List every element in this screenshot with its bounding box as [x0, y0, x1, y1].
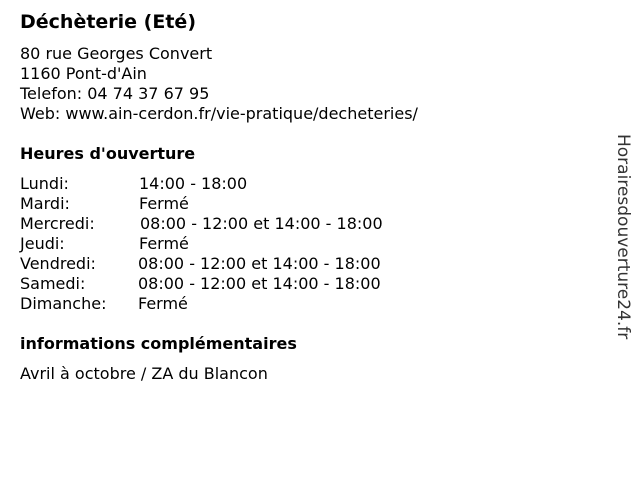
- day-label: Lundi:: [20, 174, 69, 193]
- opening-hours-table: [20, 174, 480, 314]
- day-label: Samedi:: [20, 274, 86, 293]
- time-value: Fermé: [139, 194, 189, 213]
- hours-row-saturday: [20, 274, 480, 294]
- city-address: 1160 Pont-d'Ain: [20, 64, 147, 83]
- hours-row-wednesday: [20, 214, 480, 234]
- time-value: 14:00 - 18:00: [139, 174, 248, 193]
- day-label: Vendredi:: [20, 254, 96, 273]
- watermark: Horairesdouverture24.fr: [613, 134, 633, 340]
- hours-row-friday: [20, 254, 480, 274]
- additional-info-heading: informations complémentaires: [20, 334, 297, 353]
- additional-info-text: Avril à octobre / ZA du Blancon: [20, 364, 268, 383]
- website-link[interactable]: Web: www.ain-cerdon.fr/vie-pratique/decheteries/: [20, 104, 418, 123]
- time-value: Fermé: [139, 234, 189, 253]
- time-value: Fermé: [138, 294, 188, 313]
- day-label: Mercredi:: [20, 214, 95, 233]
- day-label: Mardi:: [20, 194, 70, 213]
- hours-row-thursday: [20, 234, 480, 254]
- phone-number[interactable]: Telefon: 04 74 37 67 95: [20, 84, 210, 103]
- street-address: 80 rue Georges Convert: [20, 44, 213, 63]
- page-title: Déchèterie (Eté): [20, 11, 197, 33]
- hours-row-tuesday: [20, 194, 480, 214]
- time-value: 08:00 - 12:00 et 14:00 - 18:00: [138, 254, 381, 273]
- address-block: [20, 44, 418, 124]
- time-value: 08:00 - 12:00 et 14:00 - 18:00: [140, 214, 383, 233]
- day-label: Jeudi:: [20, 234, 65, 253]
- opening-hours-heading: Heures d'ouverture: [20, 144, 196, 163]
- hours-row-sunday: [20, 294, 480, 314]
- day-label: Dimanche:: [20, 294, 107, 313]
- time-value: 08:00 - 12:00 et 14:00 - 18:00: [138, 274, 381, 293]
- hours-row-monday: [20, 174, 480, 194]
